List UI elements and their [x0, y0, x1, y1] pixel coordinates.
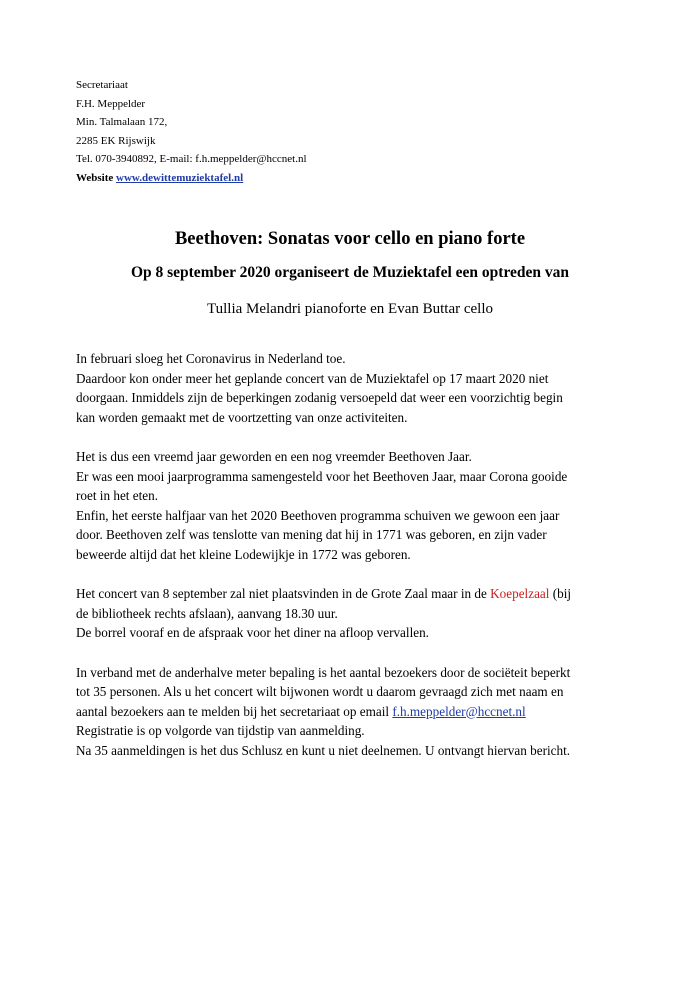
- performers-line: Tullia Melandri pianoforte en Evan Buttar cello: [206, 301, 494, 317]
- email-link[interactable]: f.h.meppelder@hccnet.nl: [392, 703, 526, 719]
- text-line: doorgaan. Inmiddels zijn de beperkingen zodanig versoepeld dat weer een voorzichtig begin: [76, 390, 563, 406]
- paragraph: [76, 447, 636, 565]
- text-line: (bij: [549, 586, 572, 602]
- text-line: kan worden gemaakt met de voortzetting van onze activiteiten.: [76, 409, 408, 425]
- text-line: tot 35 personen. Als u het concert wilt bijwonen wordt u daarom gevraagd zich met naam en: [76, 684, 564, 700]
- text-line: Het concert van 8 september zal niet plaatsvinden in de Grote Zaal maar in de: [76, 586, 491, 602]
- document-subtitle: Op 8 september 2020 organiseert de Muziektafel een optreden van: [130, 264, 570, 281]
- letter-body: [76, 349, 636, 780]
- text-line: door. Beethoven zelf was tenslotte van mening dat hij in 1771 was geboren, en zijn vader: [76, 527, 547, 543]
- text-line: De borrel vooraf en de afspraak voor het diner na afloop vervallen.: [76, 625, 429, 641]
- text-line: aantal bezoekers aan te melden bij het secretariaat op email: [76, 703, 393, 719]
- text-line: Enfin, het eerste halfjaar van het 2020 Beethoven programma schuiven we gewoon een jaar: [76, 507, 560, 523]
- text-line: Na 35 aanmeldingen is het dus Schlusz en kunt u niet deelnemen. U ontvangt hiervan bericht.: [76, 742, 571, 758]
- text-line: de bibliotheek rechts afslaan), aanvang 18.30 uur.: [76, 605, 338, 621]
- address-line: F.H. Meppelder: [76, 97, 146, 110]
- address-block: [76, 76, 307, 188]
- venue-highlight: Koepelzaal: [490, 586, 550, 602]
- text-line: Er was een mooi jaarprogramma samengesteld voor het Beethoven Jaar, maar Corona gooide: [76, 468, 568, 484]
- address-line: 2285 EK Rijswijk: [76, 134, 156, 147]
- contact-line: Tel. 070-3940892, E-mail: f.h.meppelder@hccnet.nl: [76, 153, 307, 166]
- address-line: Secretariaat: [76, 79, 128, 91]
- text-line: beweerde altijd dat het kleine Lodewijkje in 1772 was geboren.: [76, 546, 411, 562]
- text-line: Registratie is op volgorde van tijdstip van aanmelding.: [76, 723, 365, 739]
- paragraph: [76, 663, 636, 761]
- website-label: Website: [76, 171, 114, 184]
- website-line: [76, 169, 307, 188]
- paragraph: [76, 349, 636, 427]
- text-line: In februari sloeg het Coronavirus in Nederland toe.: [76, 351, 346, 366]
- address-line: Min. Talmalaan 172,: [76, 116, 168, 129]
- text-line: In verband met de anderhalve meter bepaling is het aantal bezoekers door de sociëteit beperkt: [76, 664, 571, 680]
- text-line: Daardoor kon onder meer het geplande concert van de Muziektafel op 17 maart 2020 niet: [76, 370, 549, 386]
- paragraph: [76, 584, 636, 643]
- text-line: roet in het eten.: [76, 488, 159, 504]
- text-line: Het is dus een vreemd jaar geworden en een nog vreemder Beethoven Jaar.: [76, 448, 472, 464]
- document-title: Beethoven: Sonatas voor cello en piano forte: [174, 229, 526, 249]
- website-link[interactable]: www.dewittemuziektafel.nl: [116, 171, 244, 184]
